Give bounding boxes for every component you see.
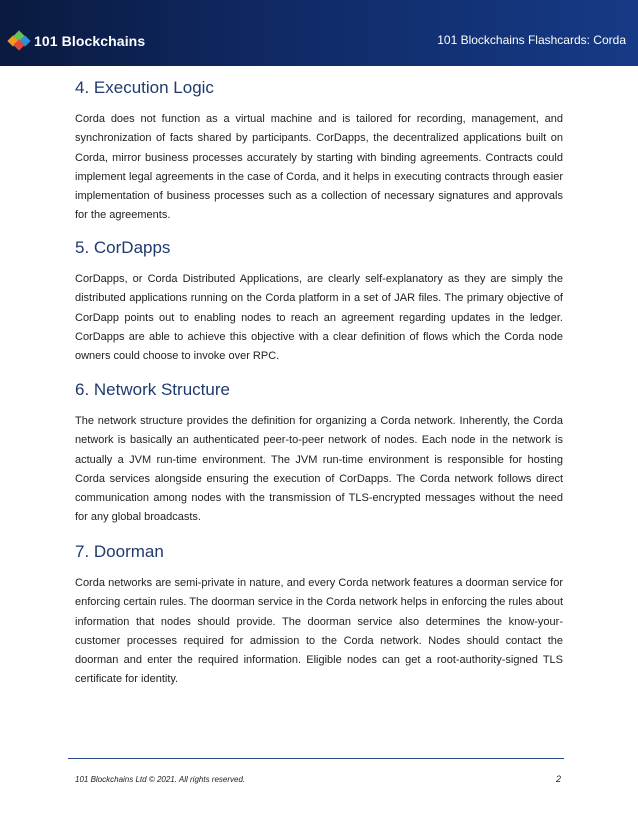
section-body: Corda networks are semi-private in nature, and every Corda network features a doorman service for enforcing certain rules. The doorman service in the Corda network helps in enforcing the rules about information that nodes should provide. The doorman service also determines the know-your-customer processes required for admission to the Corda network. Nodes should contact the doorman and enter the required information. Eligible nodes can get a root-authority-signed TLS certificate for identity.: [75, 577, 563, 686]
footer-copyright: 101 Blockchains Ltd © 2021. All rights reserved.: [75, 775, 246, 784]
logo-text: 101 Blockchains: [34, 33, 146, 49]
section-heading: 7. Doorman: [75, 542, 164, 561]
section-body: Corda does not function as a virtual machine and is tailored for recording, management, and synchronization of facts shared by participants. CorDapps, the decentralized applications built on Corda, mirror business processes accurately by starting with binding agreements. Contracts could implement legal agreements in the case of Corda, and it helps in executing contracts through easier implementation of business processes such as a collection of necessary signatures and approvals for the agreements.: [75, 113, 563, 222]
section-heading: 4. Execution Logic: [75, 78, 214, 97]
section-body: CorDapps, or Corda Distributed Applications, are clearly self-explanatory as they are simply the distributed applications running on the Corda platform in a set of JAR files. The primary objective of CorDapp points out to enabling nodes to reach an agreement regarding updates in the ledger. CorDapps are able to achieve this objective with a clear definition of flows which the Corda node owners could choose to invoke over RPC.: [75, 273, 563, 363]
footer-divider: [68, 758, 564, 759]
page-number: 2: [556, 774, 562, 784]
page-header: [0, 0, 638, 66]
logo: [8, 32, 145, 50]
header-title: 101 Blockchains Flashcards: Corda: [437, 33, 626, 47]
section-heading: 6. Network Structure: [75, 380, 230, 399]
section-cordapps: [75, 238, 563, 366]
blocks-logo-icon: [8, 32, 30, 50]
section-body: The network structure provides the definition for organizing a Corda network. Inherently, the Corda network is basically an authenticated peer-to-peer network of nodes. Each node in the network is actually a JVM run-time environment. The JVM run-time environment is responsible for hosting Corda services alongside ensuring the execution of CorDapps. The Corda network follows direct communication among nodes with the transmission of TLS-encrypted messages without the need for any global broadcasts.: [75, 415, 563, 524]
section-execution-logic: [75, 78, 563, 226]
section-network-structure: [75, 380, 563, 528]
section-heading: 5. CorDapps: [75, 238, 171, 257]
section-doorman: [75, 542, 563, 690]
